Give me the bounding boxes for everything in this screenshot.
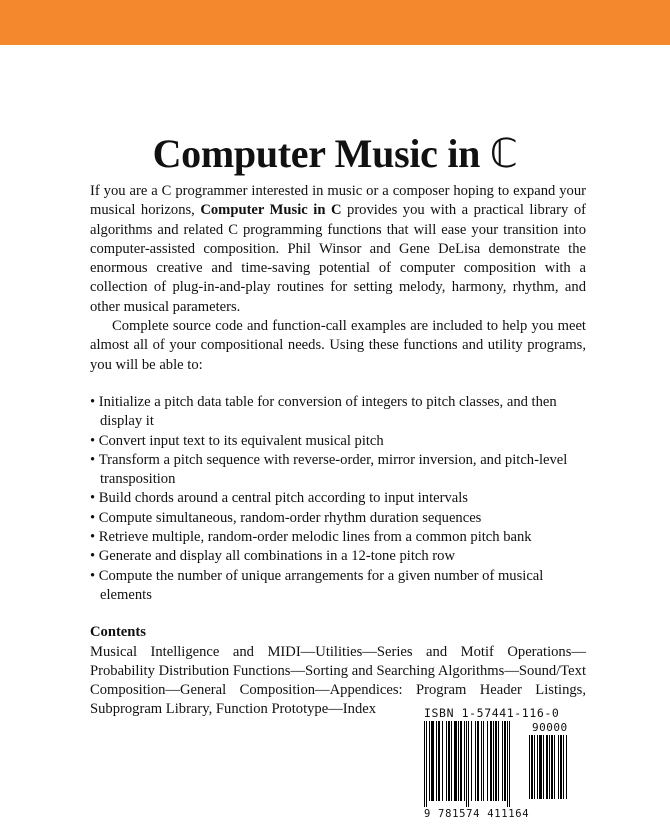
barcode-bar bbox=[566, 735, 567, 799]
barcode-bar bbox=[531, 735, 533, 799]
barcode-bar bbox=[534, 735, 535, 799]
feature-item: • Compute the number of unique arrangements for a given number of musical elements bbox=[90, 567, 586, 606]
barcode-bar bbox=[539, 735, 542, 799]
feature-item: • Retrieve multiple, random-order melodic lines from a common pitch bank bbox=[90, 528, 586, 547]
barcode-bar bbox=[426, 721, 427, 807]
barcode-bar bbox=[493, 721, 494, 801]
barcode-bar bbox=[446, 721, 447, 801]
barcode-bar bbox=[458, 721, 459, 801]
price-barcode-bars bbox=[529, 735, 579, 805]
barcode-bar bbox=[537, 735, 538, 799]
book-title bbox=[0, 128, 670, 180]
barcode-bar bbox=[502, 721, 503, 801]
barcode-bar bbox=[509, 721, 510, 807]
feature-item: • Transform a pitch sequence with reverse-order, mirror inversion, and pitch-level transposition bbox=[90, 451, 586, 490]
barcode-bar bbox=[560, 735, 562, 799]
barcode-bar bbox=[451, 721, 452, 801]
feature-item: • Generate and display all combinations in a 12-tone pitch row bbox=[90, 547, 586, 566]
barcode-bar bbox=[481, 721, 482, 801]
barcode-bar bbox=[468, 721, 469, 807]
title-text: Computer Music in bbox=[152, 131, 481, 176]
barcode-bar bbox=[551, 735, 553, 799]
isbn-number: ISBN 1-57441-116-0 bbox=[424, 706, 560, 720]
barcode-bar bbox=[442, 721, 443, 801]
barcode-bar bbox=[436, 721, 437, 801]
barcode-bar bbox=[424, 721, 425, 807]
barcode-bar bbox=[487, 721, 488, 801]
feature-item: • Convert input text to its equivalent musical pitch bbox=[90, 432, 586, 451]
title-c-letter: ℂ bbox=[489, 131, 518, 177]
feature-list bbox=[90, 393, 586, 605]
barcode-bar bbox=[507, 721, 508, 807]
barcode-bar bbox=[563, 735, 564, 799]
barcode-bar bbox=[504, 721, 506, 801]
book-title-inline: Computer Music in C bbox=[200, 202, 342, 219]
barcode-bar bbox=[558, 735, 559, 799]
feature-item: • Build chords around a central pitch according to input intervals bbox=[90, 489, 586, 508]
price-code: 90000 bbox=[532, 721, 568, 734]
barcode-bar bbox=[495, 721, 497, 801]
intro-paragraph: If you are a C programmer interested in music or a composer hoping to expand your musical horizons, Computer Music in C provides you with a practical library of algorithms and related C programming functions that will ease your transition into computer-assisted composition. Phil Winsor and Gene DeLisa demonstrate the enormous creative and time-saving potential of computer composition with a collection of plug-in-and-play routines for setting melody, harmony, rhythm, and other musical parameters. bbox=[90, 183, 586, 315]
barcode-bar bbox=[464, 721, 465, 801]
feature-item: • Compute simultaneous, random-order rhythm duration sequences bbox=[90, 509, 586, 528]
ean-digits: 9 781574 411164 bbox=[424, 808, 530, 820]
barcode-bar bbox=[429, 721, 430, 801]
back-cover-text bbox=[90, 182, 586, 720]
ean-barcode-bars bbox=[424, 721, 517, 807]
barcode-bar bbox=[431, 721, 434, 801]
source-code-paragraph: Complete source code and function-call examples are included to help you meet almost all of your compositional needs. Using these functions and utility programs, you will be able to: bbox=[90, 318, 586, 373]
barcode-bar bbox=[466, 721, 467, 807]
contents-heading: Contents bbox=[90, 624, 146, 641]
barcode-bar bbox=[554, 735, 555, 799]
barcode-bar bbox=[490, 721, 492, 801]
barcode-bar bbox=[460, 721, 462, 801]
feature-item: • Initialize a pitch data table for conversion of integers to pitch classes, and then display it bbox=[90, 393, 586, 432]
barcode-bar bbox=[475, 721, 476, 801]
contents-body: Musical Intelligence and MIDI—Utilities—Series and Motif Operations—Probability Distribution Functions—Sorting and Searching Algorithms—Sound/Text Composition—General Composition—Appendices: Program Header Listings, Subprogram Library, Function Prototype—Index bbox=[90, 643, 586, 718]
barcode-bar bbox=[543, 735, 544, 799]
isbn-barcode bbox=[424, 706, 582, 820]
barcode-bar bbox=[529, 735, 530, 799]
top-color-band bbox=[0, 0, 670, 45]
barcode-bar bbox=[471, 721, 472, 801]
barcode-bar bbox=[546, 735, 548, 799]
barcode-bar bbox=[454, 721, 457, 801]
barcode-bar bbox=[448, 721, 450, 801]
barcode-bar bbox=[483, 721, 484, 801]
barcode-bar bbox=[477, 721, 479, 801]
barcode-bar bbox=[438, 721, 440, 801]
barcode-bar bbox=[549, 735, 550, 799]
barcode-bar bbox=[498, 721, 499, 801]
